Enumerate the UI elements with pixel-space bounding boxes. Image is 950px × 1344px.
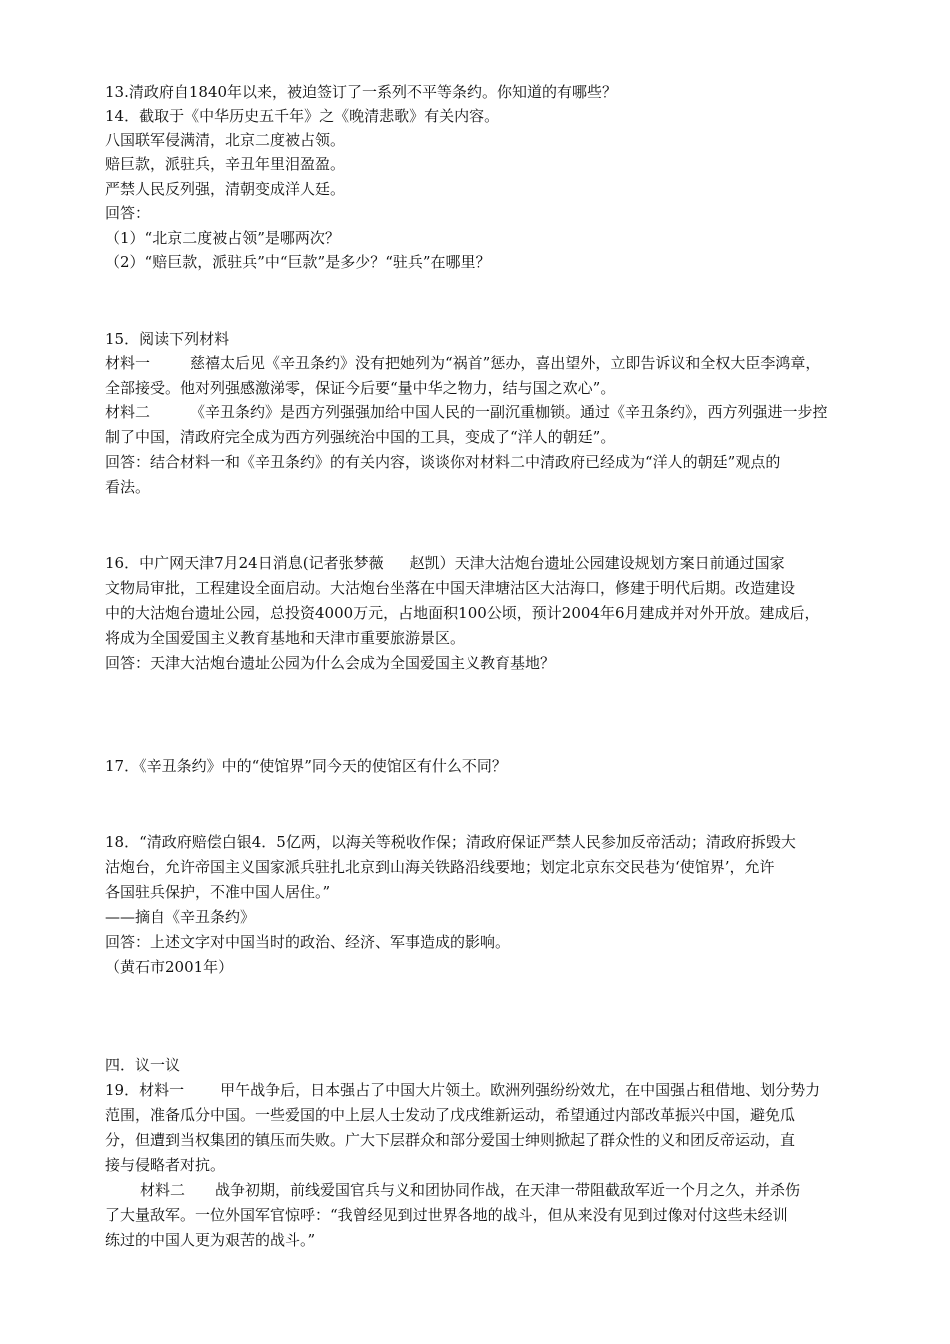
- material-1-label: 材料一: [105, 354, 151, 372]
- question-14-sub-1: （1）“北京二度被占领”是哪两次？: [105, 229, 340, 247]
- section-4-title: 四．议一议: [105, 1056, 181, 1074]
- question-16-line-4: 将成为全国爱国主义教育基地和天津市重要旅游景区。: [105, 629, 466, 647]
- question-19-material-1-line-4: 接与侵略者对抗。: [105, 1156, 226, 1174]
- poem-line-1: 八国联军侵满清，北京二度被占领。: [105, 131, 346, 149]
- question-14-sub-2: （2）“赔巨款，派驻兵”中“巨款”是多少？“驻兵”在哪里？: [105, 253, 491, 271]
- poem-line-2: 赔巨款，派驻兵，辛丑年里泪盈盈。: [105, 155, 346, 173]
- question-17: 17．《辛丑条约》中的“使馆界”同今天的使馆区有什么不同？: [105, 757, 507, 775]
- poem-line-3: 严禁人民反列强，清朝变成洋人廷。: [105, 180, 346, 198]
- question-18-note: （黄石市2001年）: [105, 958, 234, 976]
- question-15-title: 15．阅读下列材料: [105, 330, 230, 348]
- question-19-material-1-line-3: 分，但遭到当权集团的镇压而失败。广大下层群众和部分爱国士绅则掀起了群众性的义和团反帝运动，直: [105, 1131, 796, 1149]
- question-15-answer-line-2: 看法。: [105, 478, 151, 496]
- material-1-line-2: 全部接受。他对列强感激涕零，保证今后要“量中华之物力，结与国之欢心”。: [105, 379, 616, 397]
- material-1-line-1: [105, 353, 820, 377]
- answer-label: 回答：: [105, 204, 151, 222]
- question-14-intro: 14．截取于《中华历史五千年》之《晚清悲歌》有关内容。: [105, 107, 500, 125]
- question-19-material-1-line-2: 范围，准备瓜分中国。一些爱国的中上层人士发动了戊戌维新运动，希望通过内部改革振兴中国，避免瓜: [105, 1106, 796, 1124]
- material-2-text: 《辛丑条约》是西方列强强加给中国人民的一副沉重枷锁。通过《辛丑条约》，西方列强进一步控: [190, 403, 828, 421]
- question-13: 13.清政府自1840年以来，被迫签订了一系列不平等条约。你知道的有哪些？: [105, 83, 618, 101]
- material-2-label: 材料二: [105, 403, 151, 421]
- question-19-material-2-line-2: 了大量敌军。一位外国军官惊呼：“我曾经见到过世界各地的战斗，但从来没有见到过像对付这些未经训: [105, 1206, 788, 1224]
- material-1-text: 慈禧太后见《辛丑条约》没有把她列为“祸首”惩办，喜出望外，立即告诉议和全权大臣李鸿章，: [190, 354, 821, 372]
- question-19-material-2-label: 材料二: [140, 1181, 186, 1199]
- material-2-line-2: 制了中国，清政府完全成为西方列强统治中国的工具，变成了“洋人的朝廷”。: [105, 428, 616, 446]
- question-19-material-2-line-3: 练过的中国人更为艰苦的战斗。”: [105, 1231, 316, 1249]
- question-18-line-1: 18．“清政府赔偿白银4．5亿两，以海关等税收作保；清政府保证严禁人民参加反帝活动；清政府拆毁大: [105, 833, 796, 851]
- question-16-line-1a: 16．中广网天津7月24日消息(记者张梦薇: [105, 554, 384, 572]
- question-19-material-1-text: 甲午战争后，日本强占了中国大片领土。欧洲列强纷纷效尤，在中国强占租借地、划分势力: [220, 1081, 821, 1099]
- question-18-line-2: 沽炮台，允许帝国主义国家派兵驻扎北京到山海关铁路沿线要地；划定北京东交民巷为‘使馆界’，允许: [105, 858, 775, 876]
- question-19-material-2-line-1: [140, 1180, 800, 1204]
- question-16-line-1b: 赵凯）天津大沽炮台遗址公园建设规划方案日前通过国家: [409, 554, 785, 572]
- question-18-source: ——摘自《辛丑条约》: [105, 908, 256, 926]
- question-18-line-3: 各国驻兵保护，不准中国人居住。”: [105, 883, 331, 901]
- material-2-line-1: [105, 402, 828, 426]
- question-16-line-2: 文物局审批，工程建设全面启动。大沽炮台坐落在中国天津塘沽区大沽海口，修建于明代后期。改造建设: [105, 579, 796, 597]
- question-19-material-1-line-1: [105, 1080, 820, 1104]
- question-16-line-3: 中的大沽炮台遗址公园，总投资4000万元，占地面积100公顷，预计2004年6月建成并对外开放。建成后，: [105, 604, 820, 622]
- question-16-answer: 回答：天津大沽炮台遗址公园为什么会成为全国爱国主义教育基地？: [105, 654, 556, 672]
- question-16-line-1: [105, 553, 785, 577]
- question-15-answer-line-1: 回答：结合材料一和《辛丑条约》的有关内容，谈谈你对材料二中清政府已经成为“洋人的朝廷”观点的: [105, 453, 781, 471]
- question-19-material-2-text: 战争初期，前线爱国官兵与义和团协同作战，在天津一带阻截敌军近一个月之久，并杀伤: [215, 1181, 801, 1199]
- question-18-answer: 回答：上述文字对中国当时的政治、经济、军事造成的影响。: [105, 933, 511, 951]
- question-19-prefix: 19．材料一: [105, 1081, 185, 1099]
